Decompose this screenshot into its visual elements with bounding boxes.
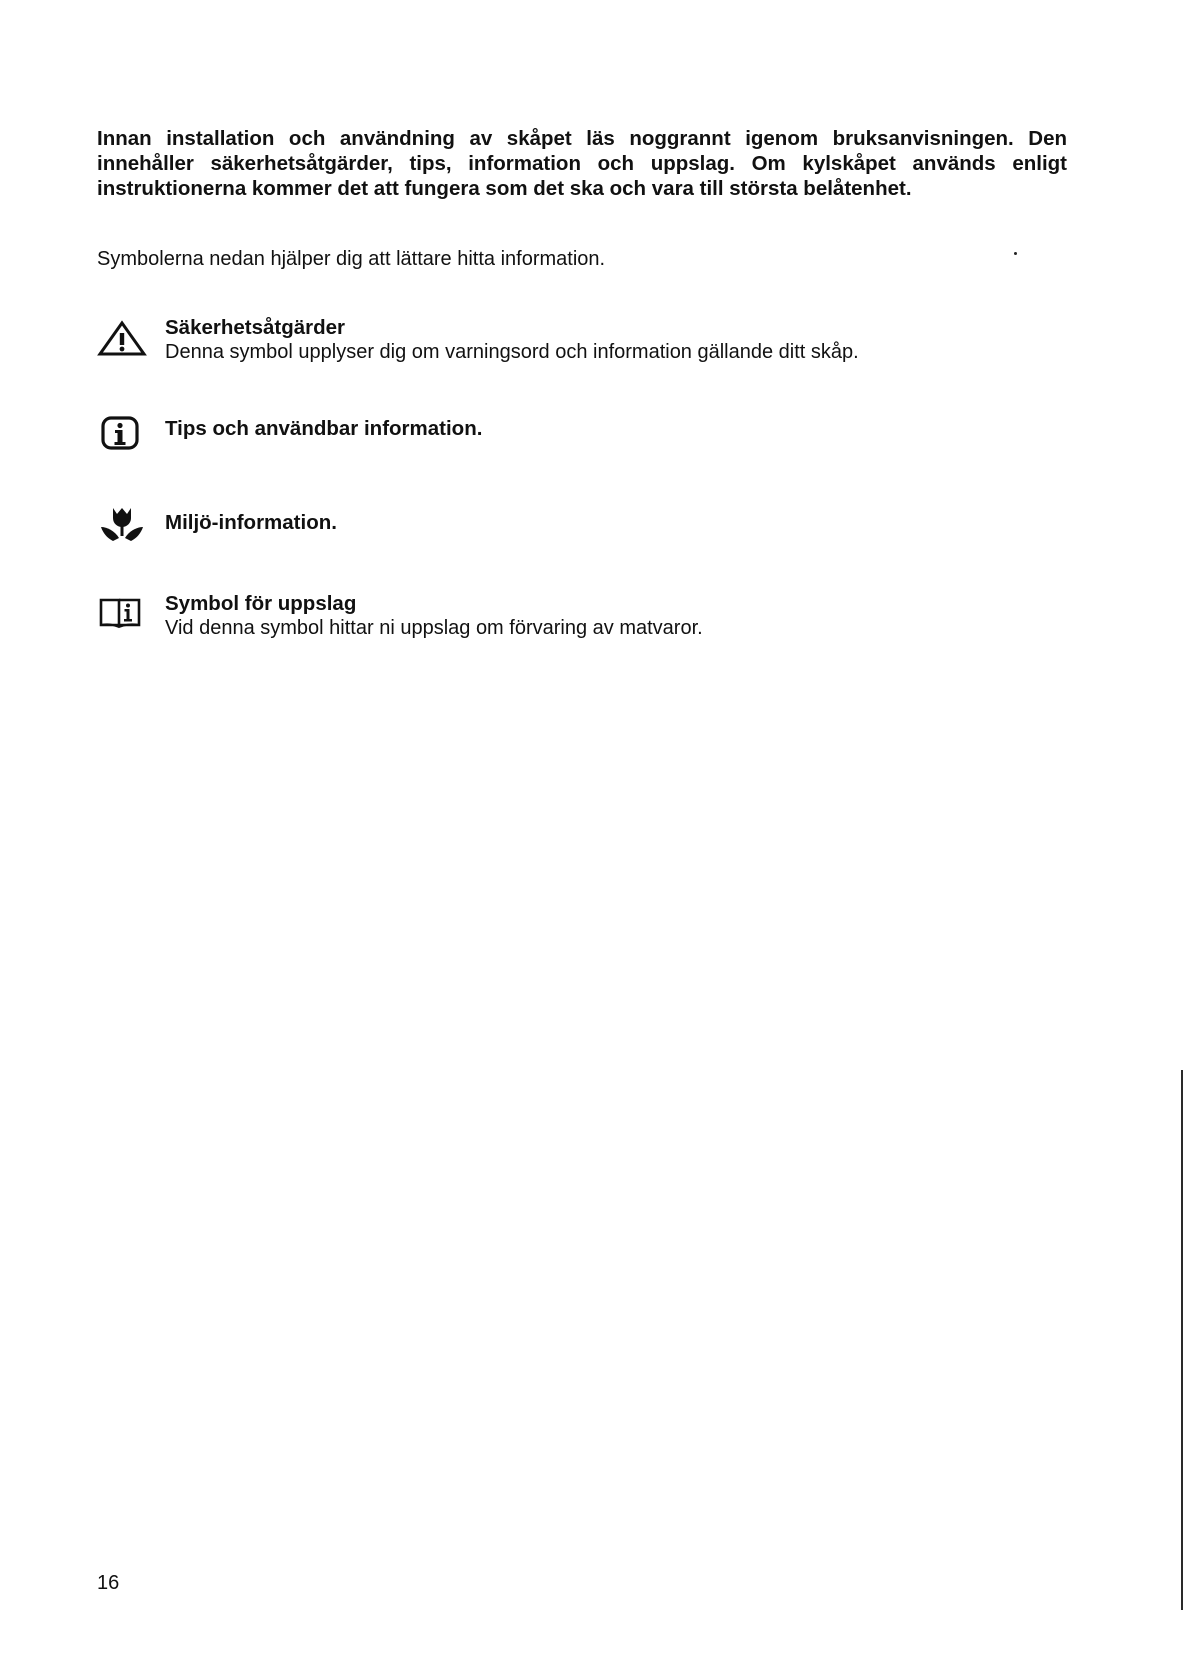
- reference-title: Symbol för uppslag: [165, 592, 357, 615]
- environment-title: Miljö-information.: [165, 511, 337, 534]
- info-icon: [97, 414, 147, 454]
- warning-triangle-icon: [97, 320, 147, 360]
- reference-description: Vid denna symbol hittar ni uppslag om förvaring av matvaror.: [165, 617, 703, 639]
- page-number: 16: [97, 1572, 120, 1594]
- tips-title: Tips och användbar information.: [165, 417, 483, 440]
- safety-title: Säkerhetsåtgärder: [165, 316, 346, 339]
- symbols-lead-text: Symbolerna nedan hjälper dig att lättare hitta information.: [97, 248, 606, 270]
- tulip-hands-icon: [97, 505, 147, 545]
- safety-description: Denna symbol upplyser dig om varningsord och information gällande ditt skåp.: [165, 341, 859, 363]
- book-info-icon: [97, 594, 147, 634]
- stray-dot: [1014, 252, 1017, 255]
- intro-paragraph: Innan installation och användning av skåpet läs noggrannt igenom bruksanvisningen. Den innehåller säkerhetsåtgärder, tips, information och uppslag. Om kylskåpet används enligt instruktionerna kommer det att fungera som det ska och vara till största belåtenhet.: [97, 127, 1067, 200]
- scan-edge-line: [1181, 1070, 1183, 1610]
